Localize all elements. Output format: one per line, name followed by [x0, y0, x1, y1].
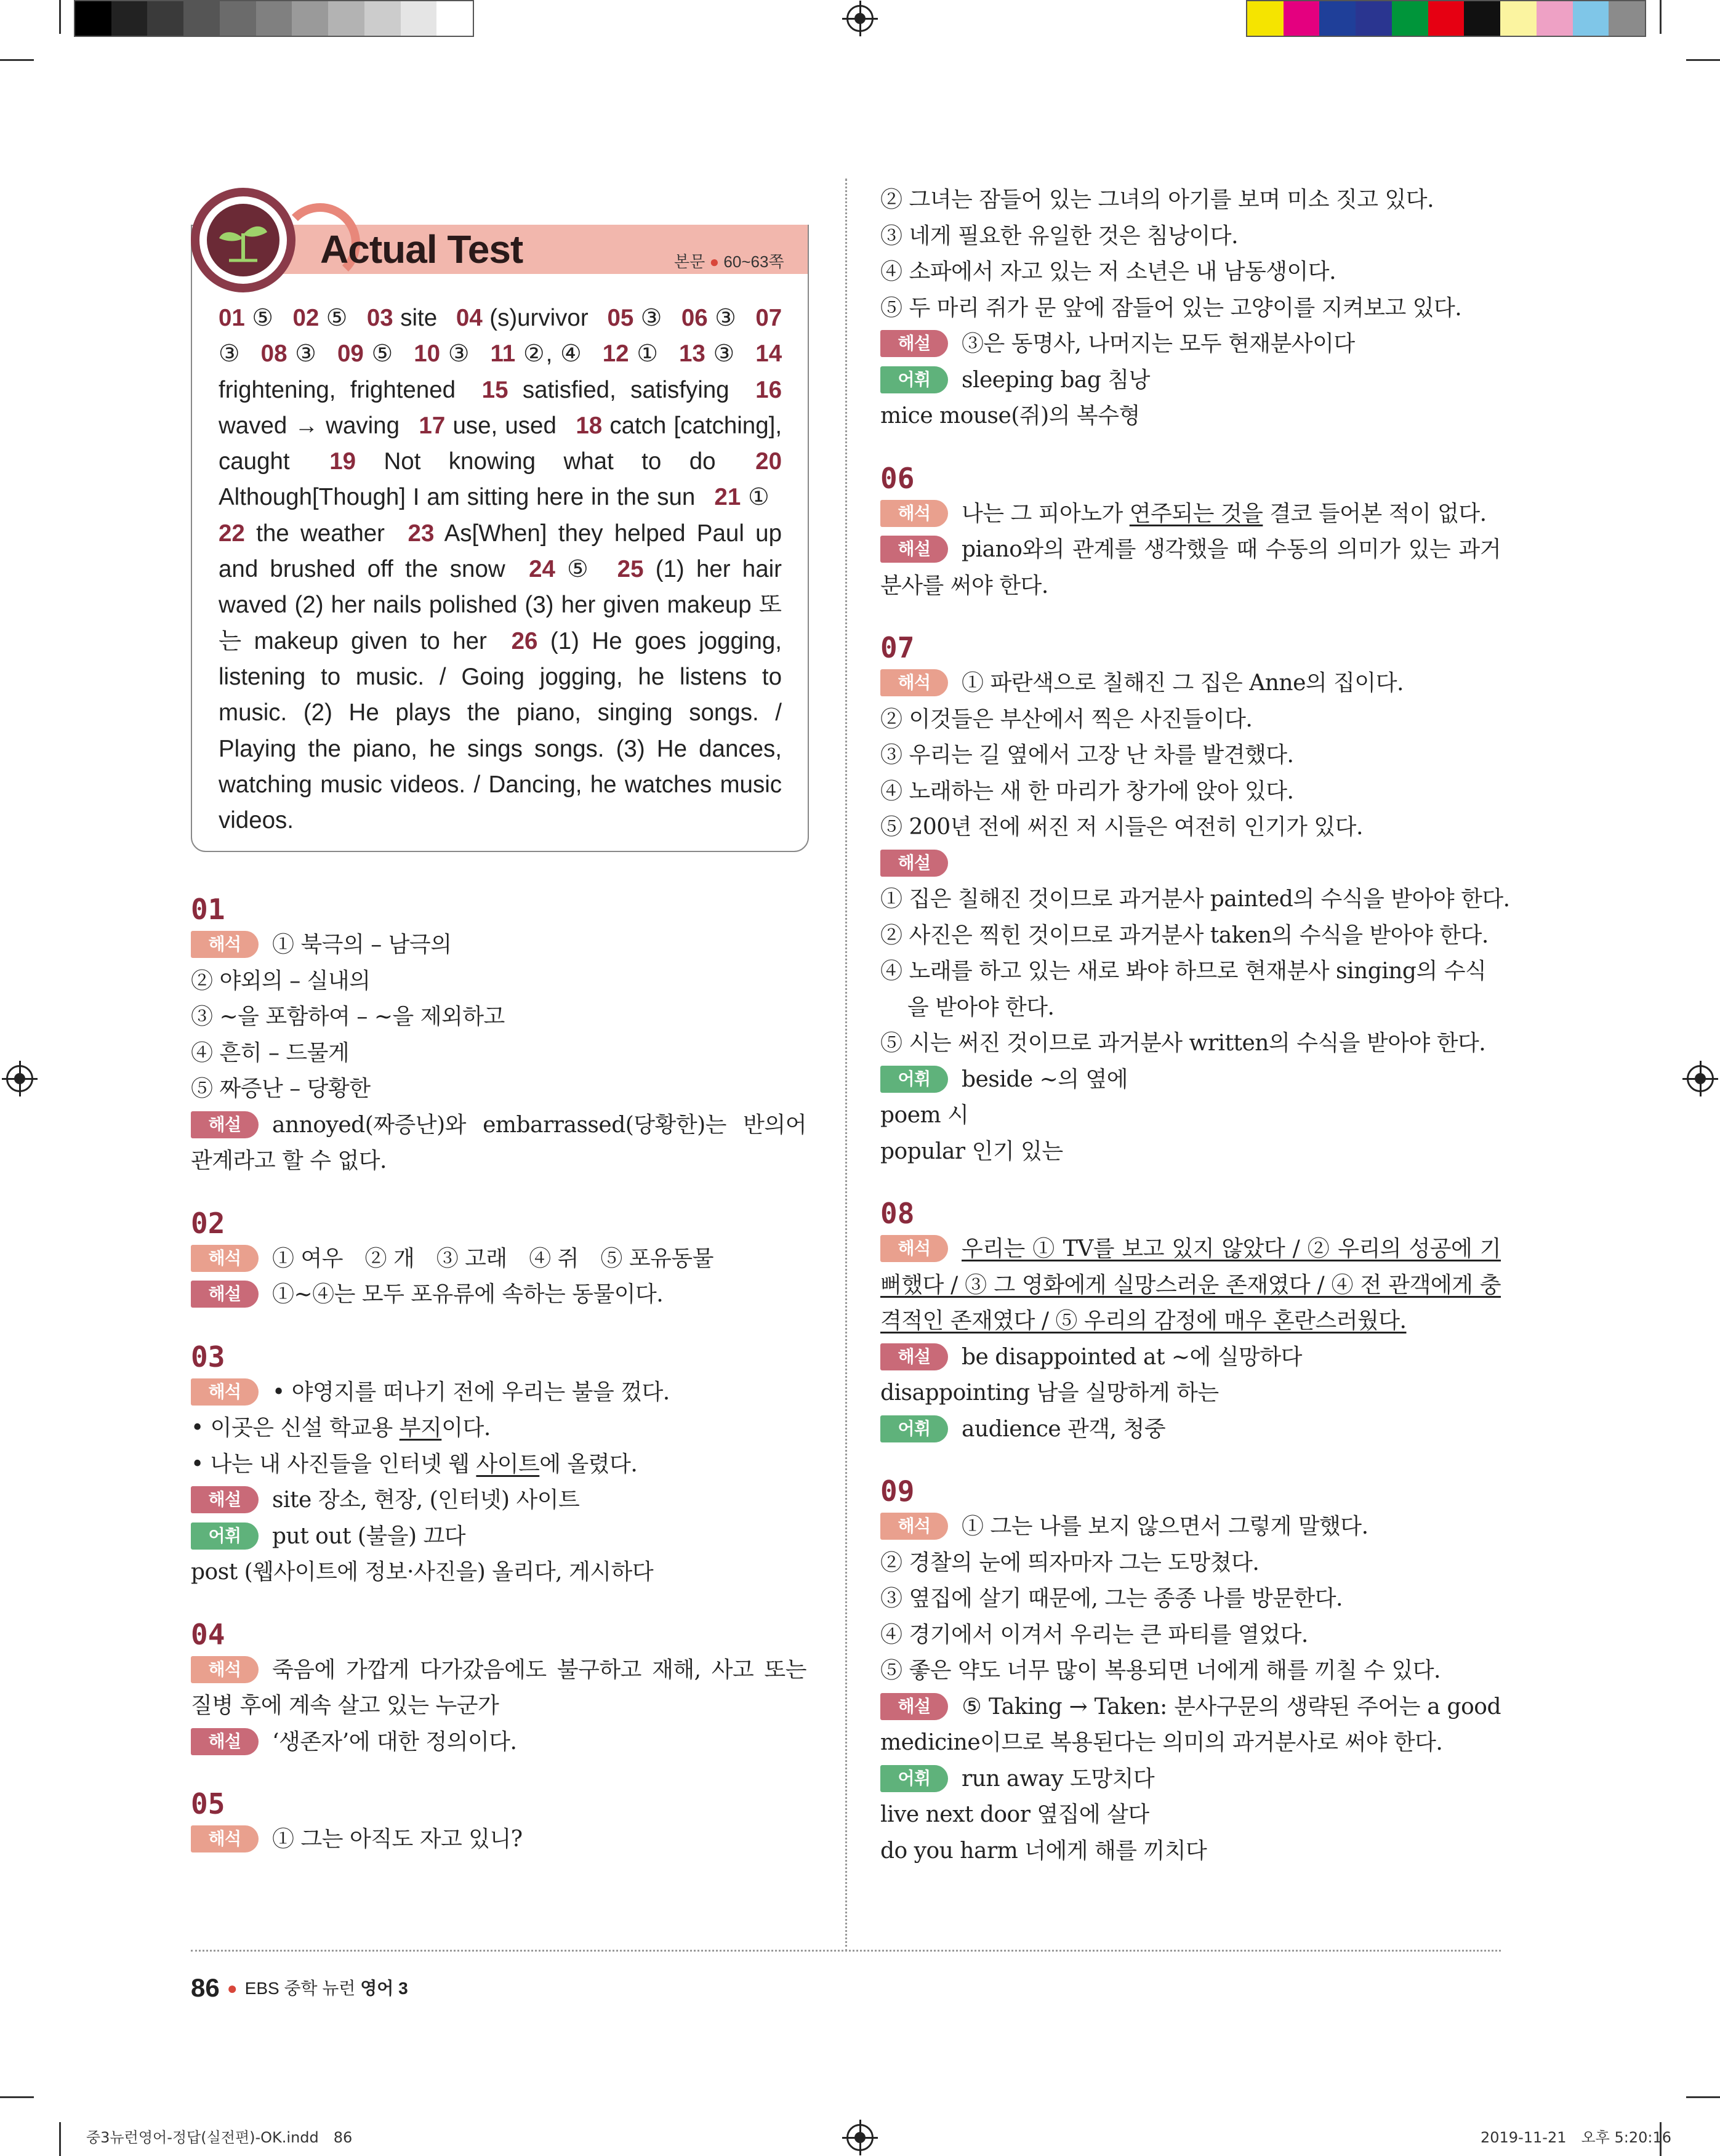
explanation-line: 해설 ③은 동명사, 나머지는 모두 현재분사이다: [880, 326, 1501, 363]
explanation-line: 해설 site 장소, 현장, (인터넷) 사이트: [191, 1482, 806, 1519]
answer-item: [607, 305, 662, 331]
crop-mark: [1686, 2096, 1720, 2098]
vocab-tag: 어휘: [880, 1066, 948, 1093]
vocab-tag: 어휘: [880, 366, 948, 393]
explanation-line: disappointing 남을 실망하게 하는: [880, 1380, 1219, 1406]
answer-item: [414, 340, 470, 367]
explanation-line: ⑤ 시는 써진 것이므로 과거분사 written의 수식을 받아야 한다.: [880, 1031, 1486, 1056]
answer-number: 19: [329, 448, 356, 475]
explanation-tag: 해설: [880, 1343, 948, 1370]
answer-item: [329, 448, 715, 475]
answer-item: [219, 305, 274, 331]
color-swatch: [183, 1, 220, 36]
answer-key: [219, 300, 782, 839]
answer-number: 08: [260, 340, 287, 368]
translation-tag: 해석: [880, 500, 948, 527]
answer-number: 17: [419, 412, 446, 439]
color-swatch: [364, 1, 401, 36]
answer-text: ①: [637, 340, 659, 368]
question-number: 03: [191, 1340, 225, 1374]
translation-tag: 해석: [191, 1378, 259, 1406]
color-swatch: [1573, 1, 1609, 36]
translation-line: ④ 노래하는 새 한 마리가 창가에 앉아 있다.: [880, 778, 1294, 804]
registration-mark-icon: [1687, 1065, 1714, 1092]
answer-text: frightening, frightened: [219, 376, 456, 403]
translation-line: ⑤ 좋은 약도 너무 많이 복용되면 너에게 해를 끼칠 수 있다.: [880, 1658, 1441, 1683]
question-number: 06: [880, 461, 915, 495]
answer-item: [261, 340, 318, 367]
explanation-tag: 해설: [191, 1111, 259, 1138]
color-swatch: [1609, 1, 1645, 36]
crop-mark: [1686, 59, 1720, 61]
answer-item: [482, 377, 729, 403]
answer-text: waved → waving: [219, 412, 400, 439]
process-color-bar: [1246, 0, 1646, 37]
answer-text: Not knowing what to do: [384, 448, 716, 475]
answer-item: [714, 484, 770, 510]
translation-line: 해석 • 야영지를 떠나기 전에 우리는 불을 껐다.: [191, 1375, 806, 1411]
vocab-line: 어휘 audience 관객, 청중: [880, 1412, 1501, 1448]
vocab-line: poem 시: [880, 1103, 969, 1128]
answer-text: ③: [219, 340, 241, 368]
file-slug: 중3뉴런영어-정답(실전편)-OK.indd 86: [86, 2129, 353, 2146]
crop-mark: [0, 59, 34, 61]
translation-line: ④ 소파에서 자고 있는 저 소년은 내 남동생이다.: [880, 259, 1336, 284]
explanation-tag: 해설: [880, 536, 948, 563]
answer-item: [219, 628, 782, 834]
explanation-tag: 해설: [880, 330, 948, 357]
answer-number: 25: [617, 556, 644, 583]
color-swatch: [1356, 1, 1392, 36]
page-range-prefix: 본문: [674, 252, 705, 271]
vocab-line: do you harm 너에게 해를 끼치다: [880, 1838, 1207, 1864]
translation-line: • 이곳은 신설 학교용 부지이다.: [191, 1415, 491, 1441]
explanation-tag: 해설: [880, 850, 948, 877]
answer-text: As[When] they helped Paul up and brushed off the snow: [219, 520, 782, 583]
answer-item: [419, 412, 556, 439]
answer-text: ③: [713, 340, 736, 368]
answer-text: (1) He goes jogging, listening to music. / Going jogging, he listens to music. (2) He plays the piano, singing songs. / Playing the piano, he sings songs. (3) He dances, watching music videos. / Dancing, he watches music videos.: [219, 627, 782, 834]
print-date: 2019-11-21 오후 5:20:16: [1481, 2129, 1671, 2146]
answer-text: ⑤: [326, 305, 348, 331]
registration-mark-icon: [846, 5, 874, 32]
translation-line: 해석 ① 여우 ② 개 ③ 고래 ④ 쥐 ⑤ 포유동물: [191, 1241, 806, 1277]
explanation-line: [880, 846, 1501, 882]
question-number: 09: [880, 1474, 915, 1508]
answer-text: ⑤: [371, 340, 395, 368]
translation-line: ② 야외의 – 실내의: [191, 968, 371, 994]
answer-item: [679, 340, 736, 367]
vocab-line: 어휘 run away 도망치다: [880, 1761, 1501, 1798]
vocab-tag: 어휘: [880, 1765, 948, 1792]
translation-tag: 해석: [191, 1825, 259, 1852]
vocab-line: post (웹사이트에 정보·사진을) 올리다, 게시하다: [191, 1559, 654, 1585]
answer-item: [219, 520, 385, 547]
bullet-dot-icon: ●: [227, 1979, 238, 1998]
translation-line: ② 이것들은 부산에서 찍은 사진들이다.: [880, 706, 1253, 732]
translation-tag: 해석: [880, 1235, 948, 1262]
sprout-icon: [207, 204, 279, 276]
explanation-line: ② 사진은 찍힌 것이므로 과거분사 taken의 수식을 받아야 한다.: [880, 922, 1489, 948]
question-number: 04: [191, 1617, 225, 1651]
explanation-line: 해설 annoyed(짜증난)와 embarrassed(당황한)는 반의어 관계라고 할 수 없다.: [191, 1112, 806, 1173]
color-swatch: [111, 1, 148, 36]
answer-item: [292, 305, 348, 331]
answer-text: satisfied, satisfying: [522, 376, 729, 403]
answer-number: 12: [602, 340, 629, 368]
answer-number: 18: [576, 412, 603, 439]
explanation-line: 해설 piano와의 관계를 생각했을 때 수동의 의미가 있는 과거분사를 써야 한다.: [880, 537, 1501, 598]
translation-line: 해석 ① 북극의 – 남극의: [191, 927, 806, 963]
question-number: 05: [191, 1787, 225, 1820]
answer-text: ③: [295, 340, 318, 368]
answer-number: 24: [529, 556, 555, 583]
actual-test-title: Actual Test: [320, 227, 523, 272]
vocab-tag: 어휘: [880, 1415, 948, 1442]
color-swatch: [1319, 1, 1356, 36]
translation-line: ② 그녀는 잠들어 있는 그녀의 아기를 보며 미소 짓고 있다.: [880, 187, 1434, 212]
explanation-line: 해설 ①~④는 모두 포유류에 속하는 동물이다.: [191, 1277, 806, 1313]
answer-number: 05: [607, 305, 634, 331]
vocab-line: 어휘 sleeping bag 침낭: [880, 363, 1501, 399]
color-swatch: [1537, 1, 1573, 36]
vocab-line: live next door 옆집에 살다: [880, 1802, 1149, 1827]
explanation-line: 해설 ‘생존자’에 대한 정의이다.: [191, 1724, 806, 1761]
answer-text: ③: [640, 305, 663, 331]
explanation-line: ④ 노래를 하고 있는 새로 봐야 하므로 현재분사 singing의 수식을 받아야 한다.: [880, 959, 1487, 1020]
color-swatch: [147, 1, 183, 36]
answer-item: [529, 556, 593, 582]
answer-number: 07: [755, 305, 782, 331]
translation-line: ② 경찰의 눈에 띄자마자 그는 도망쳤다.: [880, 1550, 1260, 1575]
translation-line: ③ ~을 포함하여 – ~을 제외하고: [191, 1004, 505, 1029]
question-number: 08: [880, 1197, 915, 1230]
page-range-value: 60~63쪽: [723, 252, 784, 271]
translation-line: ⑤ 두 마리 쥐가 문 앞에 잠들어 있는 고양이를 지켜보고 있다.: [880, 295, 1462, 321]
color-swatch: [1392, 1, 1428, 36]
column-divider: [845, 179, 847, 1952]
answer-number: 09: [337, 340, 364, 368]
answer-number: 21: [714, 484, 741, 511]
answer-number: 20: [755, 448, 782, 475]
answer-number: 04: [456, 305, 483, 331]
answer-number: 14: [755, 340, 782, 368]
vocab-line: 어휘 put out (불을) 끄다: [191, 1519, 806, 1555]
page-range: [674, 249, 784, 272]
answer-number: 22: [219, 520, 245, 547]
answer-number: 11: [490, 340, 516, 368]
answer-item: [367, 305, 437, 331]
book-title: EBS 중학 뉴런: [244, 1979, 361, 1998]
explanation-line: 해설 be disappointed at ~에 실망하다: [880, 1340, 1501, 1376]
color-swatch: [328, 1, 364, 36]
answer-text: Although[Though] I am sitting here in the sun: [219, 484, 696, 511]
translation-line: ⑤ 짜증난 – 당황한: [191, 1076, 371, 1101]
answer-number: 13: [679, 340, 705, 368]
color-swatch: [1428, 1, 1465, 36]
translation-line: ④ 경기에서 이겨서 우리는 큰 파티를 열었다.: [880, 1622, 1308, 1647]
answer-number: 10: [414, 340, 441, 368]
crop-mark: [59, 2122, 61, 2156]
color-swatch: [75, 1, 111, 36]
vocab-line: mice mouse(쥐)의 복수형: [880, 403, 1140, 428]
answer-text: (s)urvivor: [489, 305, 589, 331]
book-subject: 영어 3: [360, 1979, 408, 1998]
explanation-tag: 해설: [191, 1486, 259, 1513]
answer-item: [603, 340, 659, 367]
answer-text: use, used: [452, 412, 557, 439]
translation-tag: 해석: [880, 669, 948, 696]
question-number: 07: [880, 631, 915, 664]
color-swatch: [1284, 1, 1320, 36]
grayscale-color-bar: [74, 0, 474, 37]
crop-mark: [59, 0, 61, 34]
translation-tag: 해석: [880, 1513, 948, 1540]
footer-divider: [191, 1950, 1501, 1952]
left-column: [191, 891, 806, 1858]
color-swatch: [256, 1, 292, 36]
translation-tag: 해석: [191, 1656, 259, 1683]
answer-number: 06: [681, 305, 708, 331]
right-column: [880, 182, 1510, 1869]
color-swatch: [401, 1, 437, 36]
vocab-line: popular 인기 있는: [880, 1138, 1063, 1164]
translation-line: 해석 ① 그는 아직도 자고 있니?: [191, 1822, 806, 1858]
answer-item: [681, 305, 737, 331]
registration-mark-icon: [846, 2124, 874, 2151]
answer-text: ②, ④: [523, 340, 583, 368]
translation-line: ③ 네게 필요한 유일한 것은 침낭이다.: [880, 223, 1239, 249]
translation-line: 해석 ① 그는 나를 보지 않으면서 그렇게 말했다.: [880, 1509, 1501, 1545]
answer-text: ⑤: [567, 556, 594, 583]
explanation-line: 해설 ⑤ Taking → Taken: 분사구문의 생략된 주어는 a good medicine이므로 복용된다는 의미의 과거분사로 써야 한다.: [880, 1694, 1501, 1755]
color-swatch: [436, 1, 473, 36]
color-swatch: [1500, 1, 1537, 36]
vocab-tag: 어휘: [191, 1522, 259, 1550]
translation-line: 해석 나는 그 피아노가 연주되는 것을 결코 들어본 적이 없다.: [880, 496, 1501, 533]
answer-text: ③: [448, 340, 471, 368]
explanation-tag: 해설: [880, 1693, 948, 1720]
translation-line: 해석 우리는 ① TV를 보고 있지 않았다 / ② 우리의 성공에 기뻐했다 / ③ 그 영화에게 실망스러운 존재였다 / ④ 전 관객에게 충격적인 존재였다 / ⑤ 우리의 감정에 매우 혼란스러웠다.: [880, 1236, 1501, 1333]
explanation-tag: 해설: [191, 1281, 259, 1308]
translation-line: • 나는 내 사진들을 인터넷 웹 사이트에 올렸다.: [191, 1451, 638, 1477]
answer-text: ③: [715, 305, 737, 331]
answer-item: [456, 305, 589, 331]
answer-text: ⑤: [252, 305, 274, 331]
answer-text: ①: [748, 484, 770, 511]
translation-tag: 해석: [191, 1245, 259, 1272]
answer-number: 01: [219, 305, 245, 331]
answer-number: 03: [366, 305, 393, 331]
answer-text: (1) her hair waved (2) her nails polished (3) her given makeup 또는 makeup given to her: [219, 556, 782, 654]
answer-text: the weather: [256, 520, 385, 547]
question-number: 02: [191, 1206, 225, 1240]
color-swatch: [1464, 1, 1500, 36]
explanation-line: ① 집은 칠해진 것이므로 과거분사 painted의 수식을 받아야 한다.: [880, 887, 1510, 912]
answer-text: site: [400, 305, 438, 331]
translation-line: 해석 죽음에 가깝게 다가갔음에도 불구하고 재해, 사고 또는 질병 후에 계속 살고 있는 누군가: [191, 1657, 806, 1718]
answer-number: 02: [292, 305, 319, 331]
vocab-line: 어휘 beside ~의 옆에: [880, 1062, 1501, 1098]
question-number: 01: [191, 893, 225, 926]
translation-line: 해석 ① 파란색으로 칠해진 그 집은 Anne의 집이다.: [880, 666, 1501, 702]
translation-tag: 해석: [191, 931, 259, 958]
color-swatch: [220, 1, 256, 36]
answer-number: 16: [755, 376, 782, 403]
answer-number: 15: [481, 376, 508, 403]
color-swatch: [292, 1, 328, 36]
answer-number: 26: [511, 627, 538, 654]
crop-mark: [0, 2096, 34, 2098]
page-footer: [191, 1973, 408, 2003]
translation-line: ③ 우리는 길 옆에서 고장 난 차를 발견했다.: [880, 742, 1294, 768]
translation-line: ③ 옆집에 살기 때문에, 그는 종종 나를 방문한다.: [880, 1586, 1343, 1611]
answer-text: catch [catching], caught: [219, 412, 782, 475]
explanation-tag: 해설: [191, 1728, 259, 1755]
page-number: 86: [191, 1973, 220, 2002]
crop-mark: [1660, 0, 1662, 34]
answer-item: [337, 340, 394, 367]
translation-line: ⑤ 200년 전에 써진 저 시들은 여전히 인기가 있다.: [880, 815, 1363, 840]
registration-mark-icon: [6, 1065, 33, 1092]
color-swatch: [1247, 1, 1284, 36]
answer-item: [491, 340, 583, 367]
bullet-dot-icon: ●: [709, 252, 720, 271]
translation-line: ④ 흔히 – 드물게: [191, 1040, 350, 1066]
answer-number: 23: [408, 520, 435, 547]
